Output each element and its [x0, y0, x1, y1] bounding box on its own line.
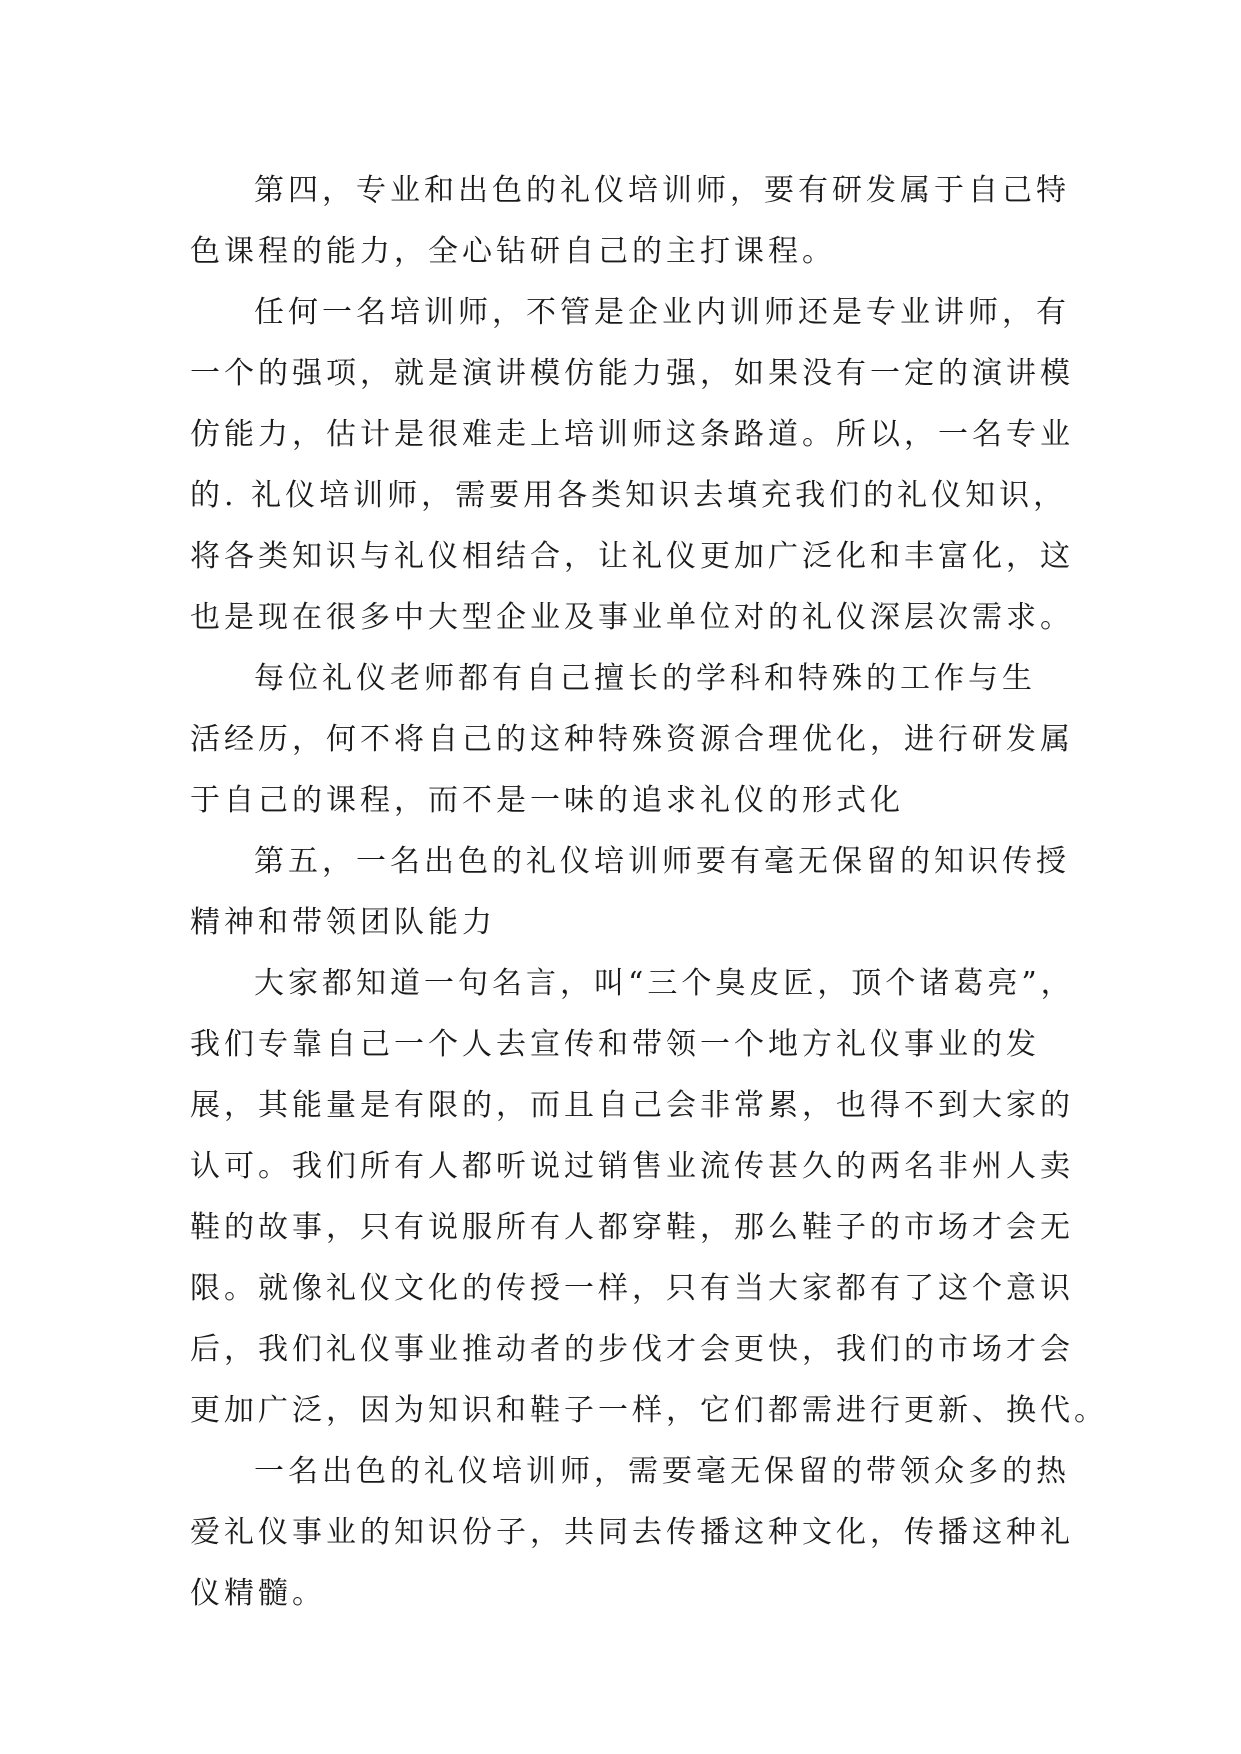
text-line: 活经历，何不将自己的这种特殊资源合理优化，进行研发属 [190, 722, 1074, 757]
text-line: 认可。我们所有人都听说过销售业流传甚久的两名非州人卖 [190, 1149, 1074, 1184]
text-line: 色课程的能力，全心钻研自己的主打课程。 [190, 234, 836, 269]
paragraph-fifth-point [190, 831, 1070, 953]
paragraph-conclusion [190, 1441, 1074, 1624]
text-line: 于自己的课程，而不是一味的追求礼仪的形式化 [190, 783, 904, 818]
text-line: 更加广泛，因为知识和鞋子一样，它们都需进行更新、换代。 [190, 1393, 1108, 1428]
text-line: 仪精髓。 [190, 1576, 326, 1611]
text-line: 鞋的故事，只有说服所有人都穿鞋，那么鞋子的市场才会无 [190, 1210, 1074, 1245]
text-line: 每位礼仪老师都有自己擅长的学科和特殊的工作与生 [254, 661, 1036, 696]
text-line: 仿能力，估计是很难走上培训师这条路道。所以，一名专业 [190, 417, 1074, 452]
text-line: 第五，一名出色的礼仪培训师要有毫无保留的知识传授 [254, 844, 1070, 879]
document-body [190, 160, 1108, 1624]
text-line: 爱礼仪事业的知识份子，共同去传播这种文化，传播这种礼 [190, 1515, 1074, 1550]
paragraph-course-development [190, 648, 1074, 831]
paragraph-trainer-skills [190, 282, 1074, 648]
text-line: 后，我们礼仪事业推动者的步伐才会更快，我们的市场才会 [190, 1332, 1074, 1367]
text-line: 限。就像礼仪文化的传授一样，只有当大家都有了这个意识 [190, 1271, 1074, 1306]
text-line: 第四，专业和出色的礼仪培训师，要有研发属于自己特 [254, 173, 1070, 208]
text-line: 一个的强项，就是演讲模仿能力强，如果没有一定的演讲模 [190, 356, 1074, 391]
text-line: 一名出色的礼仪培训师，需要毫无保留的带领众多的热 [254, 1454, 1070, 1489]
paragraph-fourth-point [190, 160, 1070, 282]
text-line: 展，其能量是有限的，而且自己会非常累，也得不到大家的 [190, 1088, 1074, 1123]
text-line: 也是现在很多中大型企业及事业单位对的礼仪深层次需求。 [190, 600, 1074, 635]
text-line: 将各类知识与礼仪相结合，让礼仪更加广泛化和丰富化，这 [190, 539, 1074, 574]
text-line: 的. 礼仪培训师，需要用各类知识去填充我们的礼仪知识， [190, 478, 1068, 513]
text-line: 我们专靠自己一个人去宣传和带领一个地方礼仪事业的发 [190, 1027, 1040, 1062]
text-line: 大家都知道一句名言，叫“三个臭皮匠，顶个诸葛亮”， [254, 966, 1075, 1001]
text-line: 任何一名培训师，不管是企业内训师还是专业讲师，有 [254, 295, 1070, 330]
text-line: 精神和带领团队能力 [190, 905, 496, 940]
paragraph-teamwork [190, 953, 1108, 1441]
